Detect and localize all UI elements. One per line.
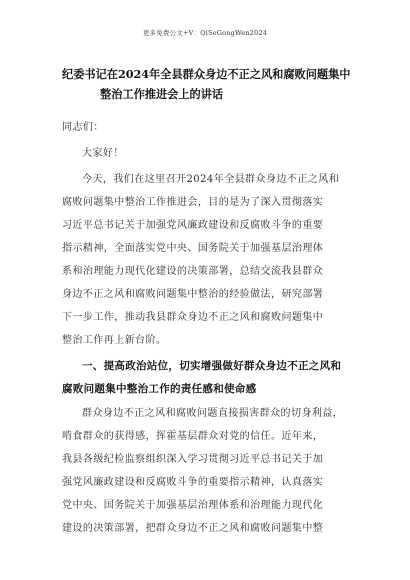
salutation: 同志们： <box>62 122 104 133</box>
title-line-1: 纪委书记在2024年全县群众身边不正之风和腐败问题集中 <box>62 67 351 81</box>
section-1-heading-line: 一、提高政治站位，切实增强做好群众身边不正之风和 <box>82 360 342 372</box>
header-note: 更多免费公文+V：QiSeGongWen2024 <box>142 29 268 37</box>
paragraph-1-line: 系和治理能力现代化建设的决策部署，总结交流我县群众 <box>62 266 324 277</box>
paragraph-2-line: 党中央、国务院关于加强基层治理体系和治理能力现代化 <box>62 500 324 511</box>
paragraph-1-line: 下一步工作，推动我县群众身边不正之风和腐败问题集中 <box>62 312 324 323</box>
paragraph-1-line: 指示精神，全面落实党中央、国务院关于加强基层治理体 <box>62 243 324 254</box>
paragraph-2-line: 群众身边不正之风和腐败问题直接损害群众的切身利益， <box>82 408 344 419</box>
paragraph-2-line: 我县各级纪检监察组织深入学习贯彻习近平总书记关于加 <box>62 454 324 465</box>
paragraph-1-line: 身边不正之风和腐败问题集中整治的经验做法，研究部署 <box>62 289 324 300</box>
greeting: 大家好！ <box>82 148 124 159</box>
section-1-heading-line: 腐败问题集中整治工作的责任感和使命感 <box>62 383 257 395</box>
title-line-2: 整治工作推进会上的讲话 <box>100 87 224 101</box>
paragraph-2-line: 强党风廉政建设和反腐败斗争的重要指示精神，认真落实 <box>62 477 324 488</box>
paragraph-2-line: 啃食群众的获得感，挥霍基层群众对党的信任。近年来， <box>62 431 324 442</box>
paragraph-1-line: 腐败问题集中整治工作推进会，目的是为了深入贯彻落实 <box>62 197 324 208</box>
paragraph-2-line: 建设的决策部署，把群众身边不正之风和腐败问题集中整 <box>62 523 324 534</box>
paragraph-1-line: 习近平总书记关于加强党风廉政建设和反腐败斗争的重要 <box>62 220 324 231</box>
paragraph-1-line: 整治工作再上新台阶。 <box>62 335 167 346</box>
paragraph-1-line: 今天，我们在这里召开2024年全县群众身边不正之风和 <box>82 174 340 185</box>
